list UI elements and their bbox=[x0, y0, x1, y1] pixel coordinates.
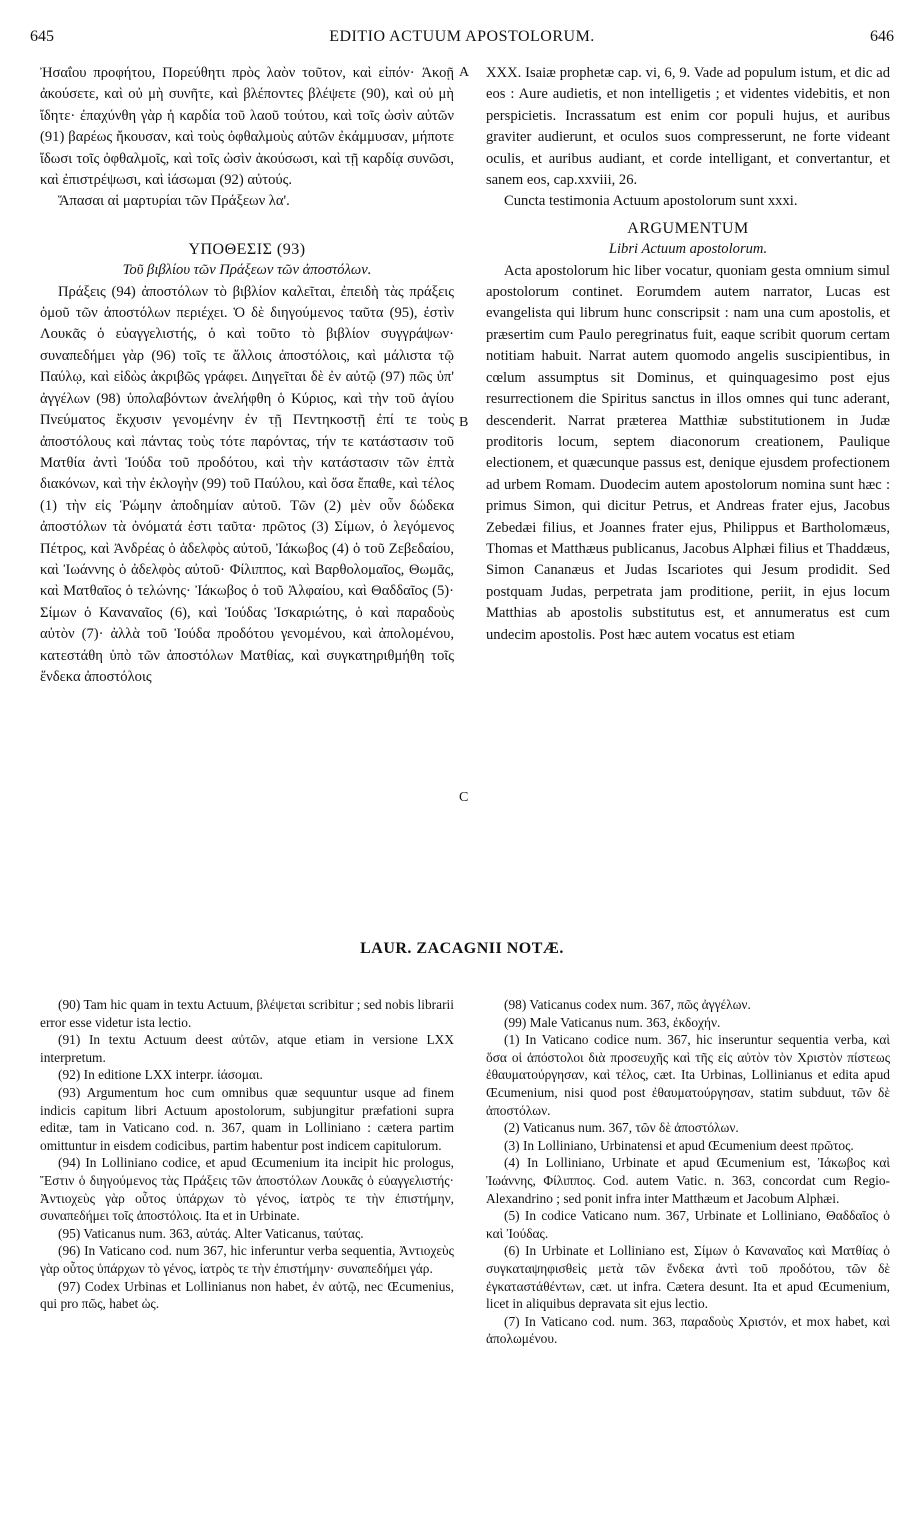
latin-intro: XXX. Isaiæ prophetæ cap. vi, 6, 9. Vade ad populum istum, et dic ad eos : Aure audietis, et non intelligetis ; et videntes videbitis, et non perspicietis. Incrassatum est enim cor populi hujus, et auribus graviter audierunt, et oculos suos compresserunt, ne forte videant oculis, et auribus audiant, et corde intelligant, et convertantur, et sanem eos, cap.xxviii, 26. bbox=[486, 65, 890, 189]
margin-letter-c: C bbox=[459, 790, 469, 805]
footnote: (97) Codex Urbinas et Lollinianus non habet, ἐν αὐτῷ, nec Œcumenius, qui pro πῶς, habet ὡς. bbox=[40, 1278, 454, 1312]
running-title: EDITIO ACTUUM APOSTOLORUM. bbox=[329, 28, 595, 45]
footnote: (92) In editione LXX interpr. ἰάσομαι. bbox=[58, 1067, 263, 1083]
greek-heading: ΥΠΟΘΕΣΙΣ (93) bbox=[188, 240, 306, 258]
greek-total: Ἅπασαι αἱ μαρτυρίαι τῶν Πράξεων λα'. bbox=[58, 193, 290, 210]
notes-right-column bbox=[486, 996, 890, 1348]
footnote: (94) In Lolliniano codice, et apud Œcumenium ita incipit hic prologus, Ἔστιν ὁ διηγούμενος τὰς Πράξεις τῶν ἀποστόλων Λουκᾶς ὁ εὐαγγελιστής· Ἀντιοχεὺς γὰρ οὗτος ὑπάρχων τὸ γένος, ἰατρὸς τε τὴν ἐπιστήμην, συναπεδήμει τοῖς ἀποστόλοις. Ita et in Urbinate. bbox=[40, 1155, 454, 1224]
latin-subheading: Libri Actuum apostolorum. bbox=[608, 241, 768, 258]
footnote: (90) Tam hic quam in textu Actuum, βλέψεται scribitur ; sed nobis librarii error esse videtur ista lectio. bbox=[40, 997, 454, 1030]
page-header bbox=[30, 28, 894, 52]
notes-left-column bbox=[40, 996, 454, 1313]
footnote: (96) In Vaticano cod. num 367, hic inferuntur verba sequentia, Ἀντιοχεὺς γὰρ οὗτος ὑπάρχων τὸ γένος, ἰατρὸς τε τὴν ἐπιστήμην· συναπεδήμει γάρ. bbox=[40, 1243, 454, 1276]
latin-body: Acta apostolorum hic liber vocatur, quoniam gesta omnium simul apostolorum continet. Eorumdem autem narrator, Lucas est evangelista qui librum hunc conscripsit : nam una cum apostolis, et præsertim cum Paulo peregrinatus fuit, eaque scribit quorum certam notitiam habuit. Narrat autem quomodo angelis suscipientibus, in cœlum assumptus sit Dominus, et quinquagesimo post ejus resurrectionem die Spiritus sanctus in illos omnes qui tunc aderant, descenderit. Narrat præterea Matthiæ substitutionem in Judæ proditoris locum, septem diaconorum creationem, Paulique electionem, et quæcunque passus est, denique ejusdem profectionem ad urbem Romam. Duodecim autem apostolorum nomina sunt hæc : primus Simon, qui dicitur Petrus, et Andreas frater ejus, Jacobus Zebedæi filius, et Joannes frater ejus, Philippus et Bartholomæus, Thomas et Matthæus publicanus, Jacobus Alphæi filius et Thaddæus, Simon Cananæus et Judas Iscariotes qui Jesum prodidit. Sed postquam Judas, perpetrata jam proditione, periit, in ejus locum Matthias ab apostolis substitutus est, et annumeratus est cum undecim apostolis. Post hæc autem vocatus est etiam bbox=[486, 262, 890, 643]
footnote: (99) Male Vaticanus num. 363, ἐκδοχήν. bbox=[504, 1014, 721, 1030]
greek-column bbox=[40, 63, 454, 688]
notes-heading: LAUR. ZACAGNII NOTÆ. bbox=[360, 940, 564, 957]
footnote: (95) Vaticanus num. 363, αὐτάς. Alter Vaticanus, ταύτας. bbox=[58, 1225, 364, 1241]
footnote: (91) In textu Actuum deest αὐτῶν, atque etiam in versione LXX interpretum. bbox=[40, 1032, 454, 1065]
footnote: (98) Vaticanus codex num. 367, πῶς ἀγγέλων. bbox=[504, 997, 751, 1012]
page-number-right: 646 bbox=[870, 28, 894, 45]
footnote: (1) In Vaticano codice num. 367, hic inseruntur sequentia verba, καὶ ὅσα οἱ ἀπόστολοι διὰ προσευχῆς καὶ τῆς εἰς αὐτὸν τὸν Χριστὸν πίστεως ἐθαυματούργησαν, καὶ τέλος, cæt. Ita Urbinas, Lollinianus et edita apud Œcumenium, nisi quod post ἐθαυματούργησαν, statim subduut, τῶν δὲ ἀποστόλων. bbox=[486, 1032, 890, 1118]
footnote: (5) In codice Vaticano num. 367, Urbinate et Lolliniano, Θαδδαῖος ὁ καὶ Ἰούδας. bbox=[486, 1208, 890, 1241]
greek-body: Πράξεις (94) ἀποστόλων τὸ βιβλίον καλεῖται, ἐπειδὴ τὰς πράξεις ὁμοῦ τῶν ἀποστόλων περιέχει. Ὁ δὲ διηγούμενος ταῦτα (95), ἐστὶν Λουκᾶς ὁ εὐαγγελιστής, ὁ καὶ τοῦτο τὸ βιβλίον συγγράψων· συναπεδήμει γὰρ (96) τοῖς τε ἄλλοις ἀποστόλοις, καὶ μάλιστα τῷ Παύλῳ, καὶ εἰδὼς ἀκριβῶς γράφει. Διηγεῖται δὲ ἐν αὐτῷ (97) πῶς ὑπ' ἀγγέλων (98) ὑπολαβόντων ἀνελήφθη ὁ Κύριος, καὶ τὴν τοῦ ἁγίου Πνεύματος ἔκχυσιν γενομένην ἐν τῇ Πεντηκοστῇ ἐπί τε τοὺς ἀποστόλους καὶ πάντας τοὺς τότε παρόντας, τήν τε κατάστασιν τοῦ Ματθία ἀντὶ Ἰούδα τοῦ προδότου, καὶ τὴν κατάστασιν τῶν ἑπτὰ διακόνων, καὶ τὴν ἐκλογὴν (99) τοῦ Παύλου, καὶ ὅσα ἔπαθε, καὶ τέλος (1) τὴν εἰς Ῥώμην ἀποδημίαν αὐτοῦ. Τῶν (2) μὲν οὖν δώδεκα ἀποστόλων τὰ ὀνόματά ἐστι ταῦτα· πρῶτος (3) Σίμων, ὁ λεγόμενος Πέτρος, καὶ Ἀνδρέας ὁ ἀδελφὸς αὐτοῦ, Ἰάκωβος (4) ὁ τοῦ Ζεβεδαίου, καὶ Ἰωάννης ὁ ἀδελφὸς αὐτοῦ· Φίλιππος, καὶ Βαρθολομαῖος, Θωμᾶς, καὶ Ματθαῖος ὁ τελώνης· Ἰάκωβος ὁ τοῦ Ἀλφαίου, καὶ Θαδδαῖος (5)· Σίμων ὁ Καναναῖος (6), καὶ Ἰούδας Ἰσκαριώτης, ὁ καὶ παραδοὺς αὐτὸν (7)· ἀλλὰ τοῦ Ἰούδα προδότου γενομένου, καὶ ἀπολομένου, κατεστάθη ὑπὸ τῶν ἀποστόλων Ματθίας, καὶ συγκατηριθμήθη τοῖς ἕνδεκα ἀποστόλοις bbox=[40, 283, 454, 685]
footnote: (93) Argumentum hoc cum omnibus quæ sequuntur usque ad finem indicis capitum libri Actuum apostolorum, subjungitur præfationi supra editæ, tam in Vaticano cod. n. 367, quam in Lolliniano : cætera partim omittuntur in eisdem codicibus, partim habentur post indicem capitulorum. bbox=[40, 1084, 454, 1153]
latin-heading: ARGUMENTUM bbox=[627, 219, 749, 237]
greek-intro: Ἠσαΐου προφήτου, Πορεύθητι πρὸς λαὸν τοῦτον, καὶ εἰπόν· Ἀκοῇ ἀκούσετε, καὶ οὐ μὴ συνῆτε, καὶ βλέποντες βλέψετε (90), καὶ οὐ μὴ ἴδητε· ἐπαχύνθη γὰρ ἡ καρδία τοῦ λαοῦ τούτου, καὶ τοῖς ὠσὶν αὐτῶν (91) βαρέως ἤκουσαν, καὶ τοὺς ὀφθαλμοὺς αὐτῶν ἐκάμμυσαν, μήποτε ἴδωσι τοῖς ὀφθαλμοῖς, καὶ τοῖς ὠσὶν ἀκούσωσι, καὶ τῇ καρδίᾳ συνῶσι, καὶ ἐπιστρέψωσι, καὶ ἰάσωμαι (92) αὐτούς. bbox=[40, 65, 454, 189]
greek-subheading: Τοῦ βιβλίου τῶν Πράξεων τῶν ἀποστόλων. bbox=[122, 262, 372, 279]
footnote: (4) In Lolliniano, Urbinate et apud Œcumenium est, Ἰάκωβος καὶ Ἰωάννης, Φίλιππος. Cod. autem Vatic. n. 363, concordat cum Regio-Alexandrino ; sed ponit infra inter Matthæum et Jacobum Alphæi. bbox=[486, 1155, 890, 1206]
latin-column bbox=[486, 63, 890, 646]
margin-letter-a: A bbox=[459, 65, 470, 80]
footnote: (6) In Urbinate et Lolliniano est, Σίμων ὁ Καναναῖος καὶ Ματθίας ὁ συγκαταψηφισθεὶς μετὰ τῶν ἕνδεκα ἀντὶ τοῦ προδότου, τῶν δὲ ἐγκαταστάθέντων, cæt. ut infra. Cætera desunt. Ita et apud Œcumenium, licet in aliquibus depravata sit ejus lectio. bbox=[486, 1243, 890, 1312]
footnote: (7) In Vaticano cod. num. 363, παραδοὺς Χριστόν, et mox habet, καὶ ἀπολωμένου. bbox=[486, 1313, 890, 1347]
footnote: (2) Vaticanus num. 367, τῶν δὲ ἀποστόλων. bbox=[504, 1120, 739, 1136]
page-number-left: 645 bbox=[30, 28, 54, 45]
latin-total: Cuncta testimonia Actuum apostolorum sunt xxxi. bbox=[504, 193, 798, 210]
footnote: (3) In Lolliniano, Urbinatensi et apud Œcumenium deest πρῶτος. bbox=[504, 1137, 854, 1153]
margin-letter-b: B bbox=[459, 415, 469, 430]
